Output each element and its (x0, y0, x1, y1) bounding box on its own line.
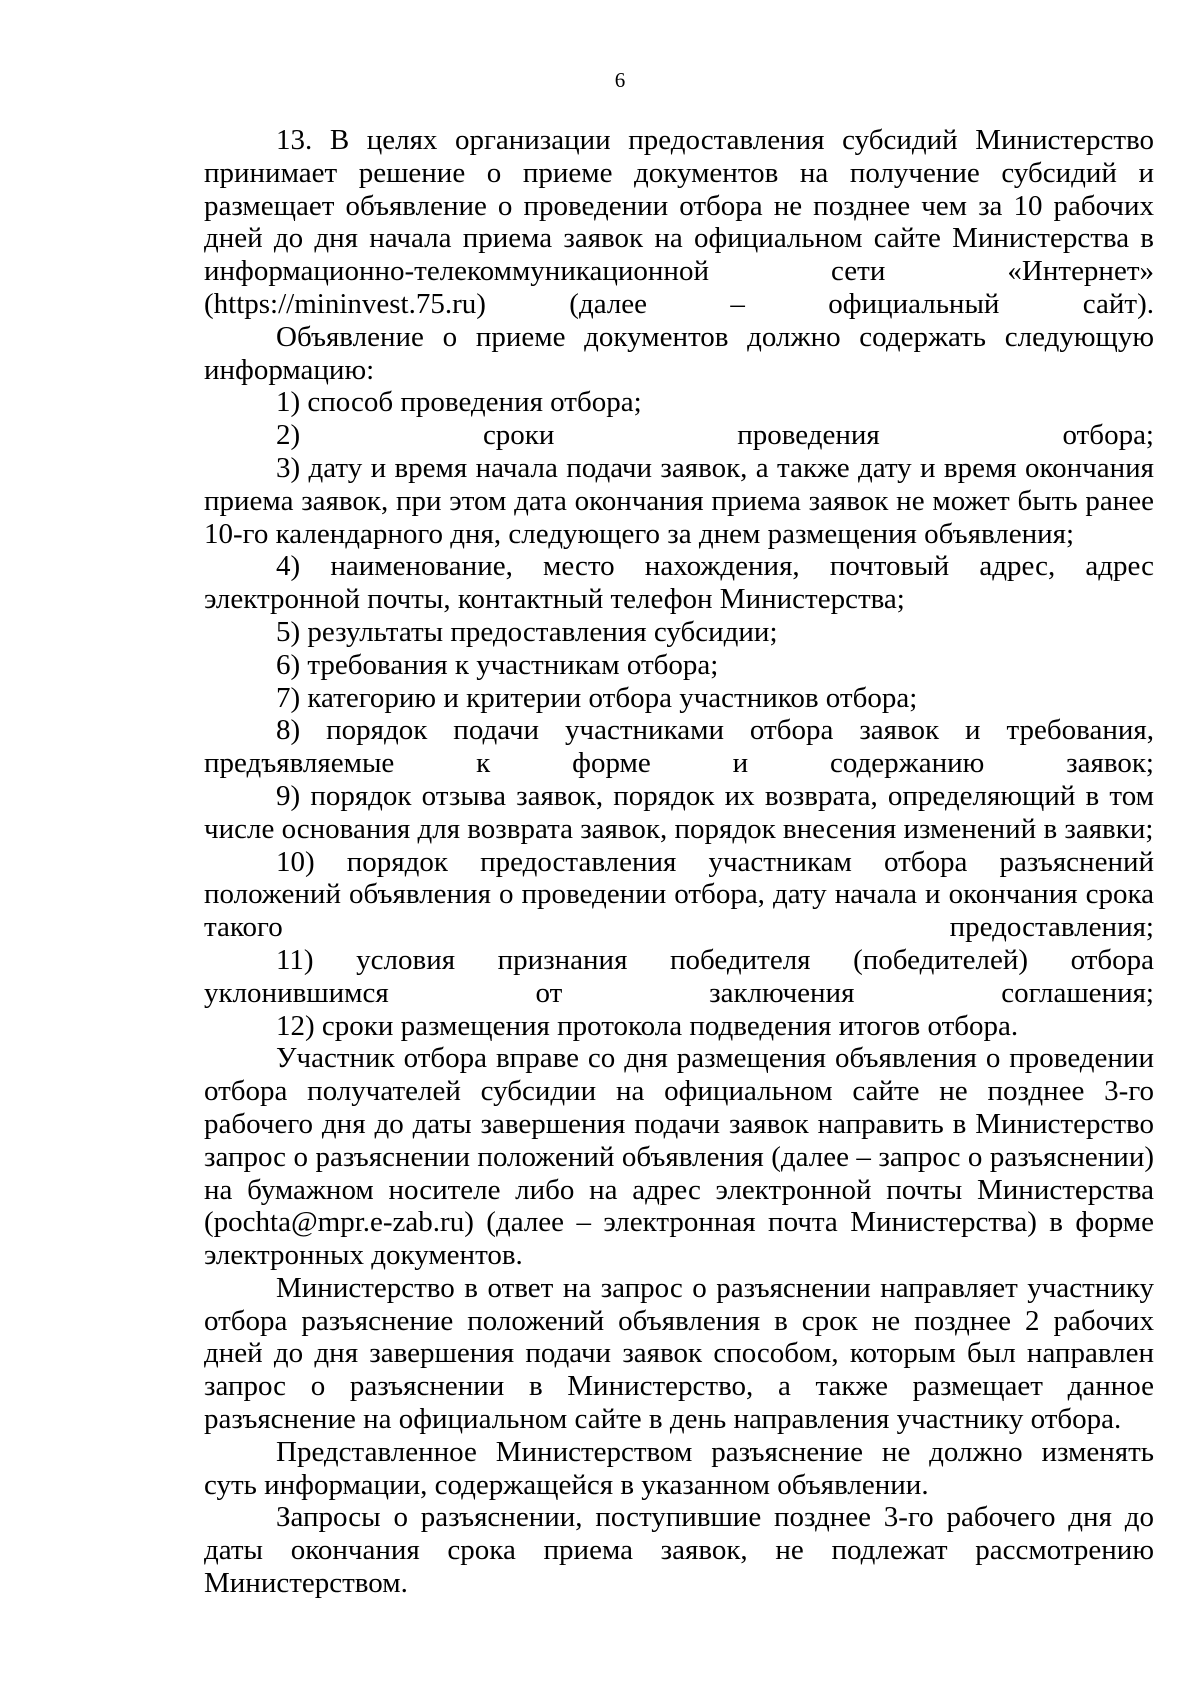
paragraph: 1) способ проведения отбора; (276, 386, 642, 419)
paragraph: Участник отбора вправе со дня размещения объявления о проведении отбора получателей субсидии на официальном сайте не позднее 3-го рабочего дня до даты завершения подачи заявок направить в Министерство запрос о разъяснении положений объявления (далее – запрос о разъяснении) на бумажном носителе либо на адрес электронной почты Министерства (pochta@mpr.e-zab.ru) (далее – электронная почта Министерства) в форме электронных документов. (204, 1042, 1154, 1272)
paragraph: Министерство в ответ на запрос о разъяснении направляет участнику отбора разъяснение положений объявления в срок не позднее 2 рабочих дней до дня завершения подачи заявок способом, которым был направлен запрос о разъяснении в Министерство, а также размещает данное разъяснение на официальном сайте в день направления участнику отбора. (204, 1271, 1154, 1436)
paragraph: 10) порядок предоставления участникам отбора разъяснений положений объявления о проведении отбора, дату начала и окончания срока такого предоставления; (204, 845, 1154, 944)
paragraph: Объявление о приеме документов должно содержать следующую информацию: (204, 320, 1154, 386)
paragraph: 3) дату и время начала подачи заявок, а также дату и время окончания приема заявок, при этом дата окончания приема заявок не может быть ранее 10-го календарного дня, следующего за днем размещения объявления; (204, 451, 1154, 550)
paragraph: 11) условия признания победителя (победителей) отбора уклонившимся от заключения соглашения; (204, 943, 1154, 1009)
paragraph: 5) результаты предоставления субсидии; (276, 615, 778, 648)
paragraph: 9) порядок отзыва заявок, порядок их возврата, определяющий в том числе основания для возврата заявок, порядок внесения изменений в заявки; (204, 779, 1154, 845)
paragraph: 2) сроки проведения отбора; (276, 419, 1154, 452)
paragraph: 4) наименование, место нахождения, почтовый адрес, адрес электронной почты, контактный телефон Министерства; (204, 550, 1154, 616)
paragraph: 12) сроки размещения протокола подведения итогов отбора. (276, 1009, 1019, 1042)
paragraph: 13. В целях организации предоставления субсидий Министерство принимает решение о приеме документов на получение субсидий и размещает объявление о проведении отбора не позднее чем за 10 рабочих дней до дня начала приема заявок на официальном сайте Министерства в информационно-телекоммуникационной сети «Интернет» (https://mininvest.75.ru) (далее – официальный сайт). (204, 124, 1154, 320)
paragraph: 7) категорию и критерии отбора участников отбора; (276, 681, 918, 714)
paragraph: 6) требования к участникам отбора; (276, 648, 719, 681)
document-body (204, 124, 1154, 1600)
paragraph: Запросы о разъяснении, поступившие позднее 3-го рабочего дня до даты окончания срока приема заявок, не подлежат рассмотрению Министерством. (204, 1501, 1154, 1600)
paragraph: Представленное Министерством разъяснение не должно изменять суть информации, содержащейся в указанном объявлении. (204, 1435, 1154, 1501)
paragraph: 8) порядок подачи участниками отбора заявок и требования, предъявляемые к форме и содержанию заявок; (204, 714, 1154, 780)
page-number: 6 (614, 68, 626, 92)
